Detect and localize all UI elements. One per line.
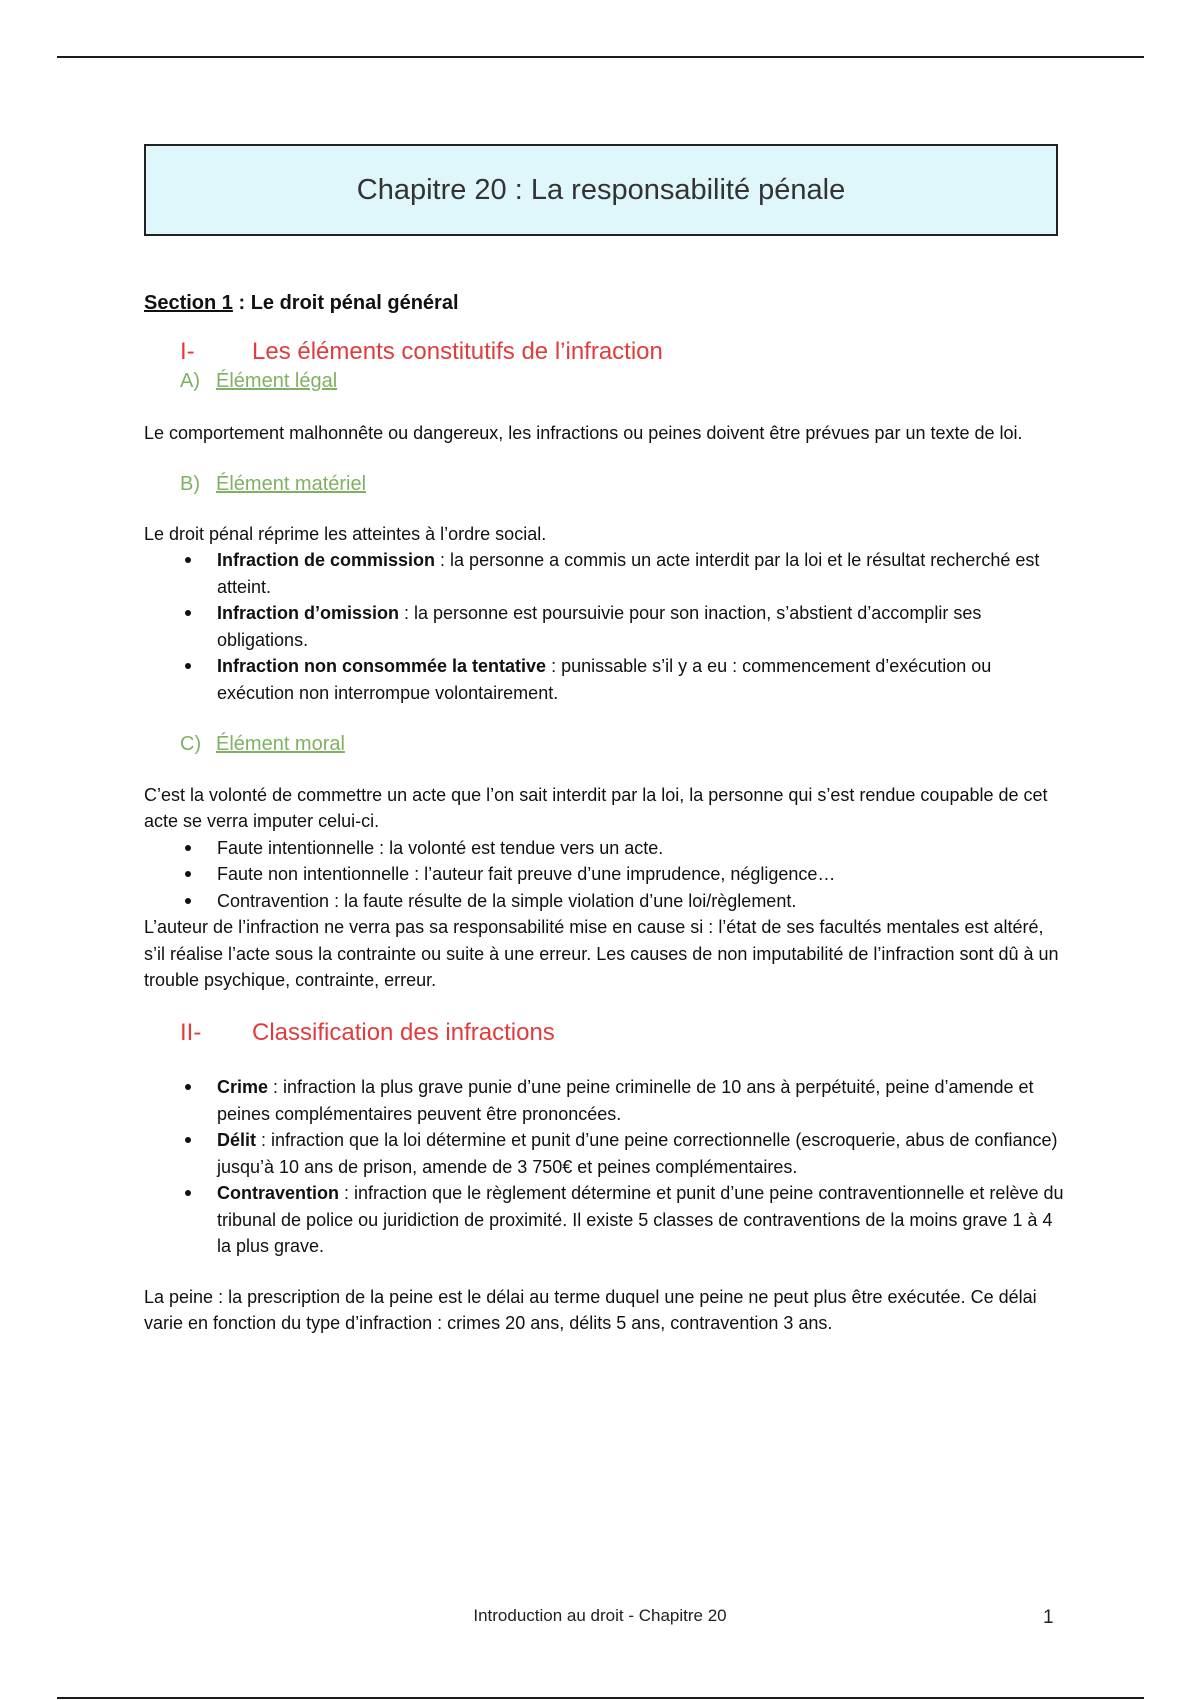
element-materiel-list (144, 547, 1064, 706)
element-moral-intro: C’est la volonté de commettre un acte que l’on sait interdit par la loi, la personne qui s’est rendue coupable de cet acte se verra imputer celui-ci. (144, 784, 1048, 831)
element-moral-list (144, 835, 1064, 915)
list-item-text: : la personne est poursuivie pour son inaction, s’abstient d’accomplir ses obligations. (217, 603, 982, 650)
part2-heading (144, 1020, 1064, 1047)
list-item-term: Délit (217, 1130, 257, 1150)
list-item: Contravention : la faute résulte de la simple violation d’une loi/règlement. (144, 888, 1064, 915)
element-moral-outro: L’auteur de l’infraction ne verra pas sa responsabilité mise en cause si : l’état de ses facultés mentales est altéré, s’il réalise l’acte sous la contrainte ou suite à une erreur. Les causes de non imputabilité de l’infraction sont dû à un trouble psychique, contrainte, erreur. (144, 917, 1059, 990)
page-number: 1 (1043, 1607, 1054, 1628)
list-item-term: Infraction d’omission (217, 603, 400, 623)
list-item (144, 1180, 1064, 1260)
list-item-term: Crime (217, 1077, 269, 1097)
section-heading-text: : Le droit pénal général (232, 292, 459, 314)
chapter-title-box (144, 144, 1058, 236)
subsection-c-number: C) (180, 733, 202, 755)
list-item (144, 600, 1064, 653)
document-body (144, 290, 1064, 1337)
list-item-text: : infraction que le règlement détermine et punit d’une peine contraventionnelle et relève du tribunal de police ou juridiction de proximité. Il existe 5 classes de contraventions de la moins grave 1 à 4 la plus grave. (217, 1183, 1064, 1256)
subsection-c-heading (144, 731, 1064, 758)
list-item-text: : infraction la plus grave punie d’une peine criminelle de 10 ans à perpétuité, peine d’amende et peines complémentaires peuvent être prononcées. (217, 1077, 1034, 1124)
element-legal-paragraph: Le comportement malhonnête ou dangereux, les infractions ou peines doivent être prévues par un texte de loi. (144, 422, 1023, 443)
subsection-b-number: B) (180, 473, 200, 495)
list-item: Faute intentionnelle : la volonté est tendue vers un acte. (144, 835, 1064, 862)
list-item-term: Contravention (217, 1183, 340, 1203)
list-item (144, 547, 1064, 600)
part1-title: Les éléments constitutifs de l’infraction (252, 337, 663, 365)
list-item-text: : infraction que la loi détermine et punit d’une peine correctionnelle (escroquerie, abus de confiance) jusqu’à 10 ans de prison, amende de 3 750€ et peines complémentaires. (217, 1130, 1058, 1177)
subsection-a-heading (144, 368, 1064, 395)
list-item (144, 653, 1064, 706)
footer-rule (57, 1697, 1144, 1699)
list-item (144, 1074, 1064, 1127)
subsection-c-title: Élément moral (216, 733, 345, 755)
list-item-term: Infraction non consommée la tentative (217, 656, 547, 676)
subsection-a-number: A) (180, 370, 200, 392)
part2-title: Classification des infractions (252, 1018, 555, 1046)
section-label: Section 1 (144, 292, 233, 314)
list-item-term: Infraction de commission (217, 550, 436, 570)
header-rule (57, 56, 1144, 58)
footer-label: Introduction au droit - Chapitre 20 (473, 1606, 727, 1625)
subsection-b-title: Élément matériel (216, 473, 367, 495)
part1-number: I- (180, 337, 195, 365)
chapter-title: Chapitre 20 : La responsabilité pénale (356, 173, 846, 206)
list-item-text: : punissable s’il y a eu : commencement d’exécution ou exécution non interrompue volontairement. (217, 656, 992, 703)
part2-number: II- (180, 1018, 202, 1046)
classification-list (144, 1074, 1064, 1260)
part1-heading (144, 339, 1064, 366)
subsection-b-heading (144, 471, 1064, 498)
section-heading (144, 290, 1064, 317)
list-item: Faute non intentionnelle : l’auteur fait preuve d’une imprudence, négligence… (144, 861, 1064, 888)
subsection-a-title: Élément légal (216, 370, 338, 392)
list-item-text: : la personne a commis un acte interdit par la loi et le résultat recherché est atteint. (217, 550, 1040, 597)
element-materiel-intro: Le droit pénal réprime les atteintes à l’ordre social. (144, 523, 547, 544)
list-item (144, 1127, 1064, 1180)
peine-paragraph: La peine : la prescription de la peine est le délai au terme duquel une peine ne peut plus être exécutée. Ce délai varie en fonction du type d’infraction : crimes 20 ans, délits 5 ans, contravention 3 ans. (144, 1286, 1037, 1333)
